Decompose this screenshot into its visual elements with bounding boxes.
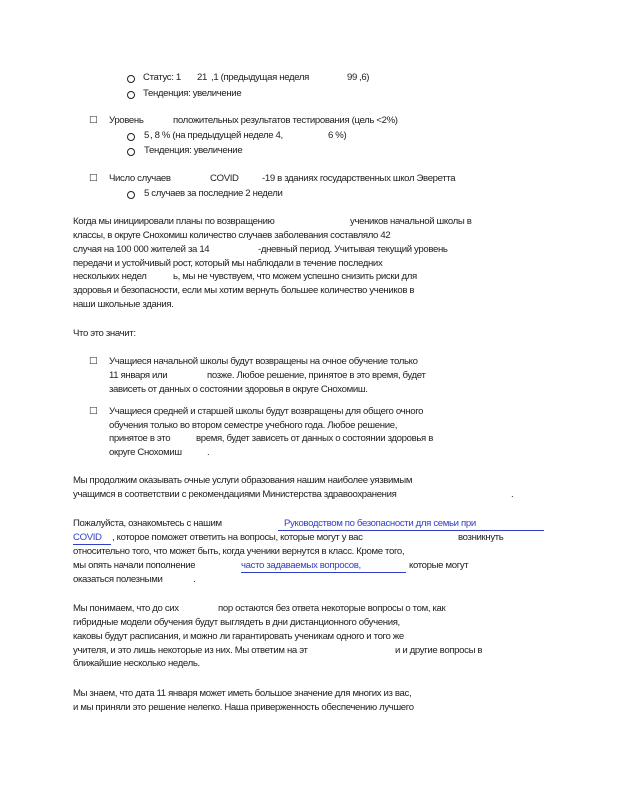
section-heading: Что это значит: (73, 328, 136, 339)
cases-label: Число случаев (109, 173, 171, 184)
paragraph-text: Пожалуйста, ознакомьтесь с нашим (73, 518, 222, 529)
level-description: положительных результатов тестирования (цель <2%) (173, 115, 398, 126)
circle-bullet-icon (127, 148, 135, 156)
level-label: Уровень (109, 115, 144, 126)
paragraph-text: здоровья и безопасности, если мы хотим вернуть большее количество учеников в (73, 285, 415, 296)
level-value-part: 5 (144, 130, 149, 141)
paragraph-text: нескольких недел (73, 271, 147, 282)
list-item-text: округе Снохомиш (109, 447, 182, 458)
level-value-part: , 8 % (на предыдущей неделе 4, (150, 130, 283, 141)
list-item-text: позже. Любое решение, принятое в это время, будет (207, 370, 426, 381)
paragraph-text: случая на 100 000 жителей за 14 (73, 244, 210, 255)
square-bullet-icon: □ (89, 115, 98, 125)
link-underline (73, 544, 111, 545)
status-label: Статус: 1 (143, 72, 181, 83)
paragraph-text: классы, в округе Снохомиш количество случаев заболевания составляло 42 (73, 230, 391, 241)
safety-guide-link-covid[interactable]: COVID (73, 532, 102, 543)
status-value-part: 99 (347, 72, 357, 83)
paragraph-text: пор остаются без ответа некоторые вопросы о том, как (218, 603, 446, 614)
square-bullet-icon: □ (89, 356, 98, 366)
list-item-text: зависеть от данных о состоянии здоровья в округе Снохомиш. (109, 384, 368, 395)
square-bullet-icon: □ (89, 173, 98, 183)
safety-guide-link[interactable]: Руководством по безопасности для семьи при (284, 518, 476, 529)
cases-covid: COVID (210, 173, 239, 184)
paragraph-text: Мы продолжим оказывать очные услуги образования нашим наиболее уязвимым (73, 475, 413, 486)
list-item-text: время, будет зависеть от данных о состоянии здоровья в (196, 433, 433, 444)
list-item-text: Учащиеся средней и старшей школы будут возвращены для общего очного (109, 406, 424, 417)
list-item-text: Учащиеся начальной школы будут возвращены на очное обучение только (109, 356, 418, 367)
paragraph-text: относительно того, что может быть, когда ученики вернутся в класс. Кроме того, (73, 546, 405, 557)
paragraph-text: Мы понимаем, что до сих (73, 603, 179, 614)
paragraph-text: каковы будут расписания, и можно ли гарантировать ученикам одного и того же (73, 631, 404, 642)
cases-description: -19 в зданиях государственных школ Эверетта (262, 173, 456, 184)
paragraph-text: гибридные модели обучения будут выглядеть в дни дистанционного обучения, (73, 617, 400, 628)
paragraph-text: ь, мы не чувствуем, что можем успешно снизить риски для (173, 271, 417, 282)
status-value-part: ,6) (359, 72, 370, 83)
paragraph-text: возникнуть (458, 532, 504, 543)
paragraph-text: . (511, 489, 514, 500)
link-underline (278, 530, 544, 531)
status-trend: Тенденция: увеличение (143, 88, 242, 99)
list-item-text: принятое в это (109, 433, 171, 444)
paragraph-text: мы опять начали пополнение (73, 560, 196, 571)
paragraph-text: учеников начальной школы в (350, 216, 472, 227)
level-value-part: 6 %) (328, 130, 347, 141)
link-underline (241, 572, 406, 573)
paragraph-text: которые могут (409, 560, 469, 571)
list-item-text: . (207, 447, 210, 458)
level-trend: Тенденция: увеличение (144, 145, 243, 156)
paragraph-text: и мы приняли это решение нелегко. Наша приверженность обеспечению лучшего (73, 702, 414, 713)
list-item-text: обучения только во втором семестре учебного года. Любое решение, (109, 420, 398, 431)
paragraph-text: -дневный период. Учитывая текущий уровень (258, 244, 448, 255)
circle-bullet-icon (127, 191, 135, 199)
cases-sub: 5 случаев за последние 2 недели (144, 188, 283, 199)
faq-link[interactable]: часто задаваемых вопросов, (241, 560, 361, 571)
list-item-text: 11 января или (109, 370, 168, 381)
square-bullet-icon: □ (89, 406, 98, 416)
paragraph-text: учащимся в соответствии с рекомендациями Министерства здравоохранения (73, 489, 397, 500)
paragraph-text: оказаться полезными (73, 574, 163, 585)
circle-bullet-icon (127, 133, 135, 141)
paragraph-text: ближайшие несколько недель. (73, 658, 200, 669)
circle-bullet-icon (127, 91, 135, 99)
paragraph-text: Когда мы инициировали планы по возвращению (73, 216, 275, 227)
paragraph-text: передачи и устойчивый рост, который мы наблюдали в течение последних (73, 258, 383, 269)
paragraph-text: и и другие вопросы в (395, 645, 483, 656)
status-value-part: ,1 (предыдущая неделя (211, 72, 309, 83)
status-value-part: 21 (197, 72, 207, 83)
paragraph-text: , которое поможет ответить на вопросы, которые могут у вас (112, 532, 363, 543)
paragraph-text: Мы знаем, что дата 11 января может иметь большое значение для многих из вас, (73, 688, 412, 699)
circle-bullet-icon (127, 75, 135, 83)
paragraph-text: учителя, и это лишь некоторые из них. Мы ответим на эт (73, 645, 308, 656)
paragraph-text: наши школьные здания. (73, 299, 174, 310)
paragraph-text: . (193, 574, 196, 585)
